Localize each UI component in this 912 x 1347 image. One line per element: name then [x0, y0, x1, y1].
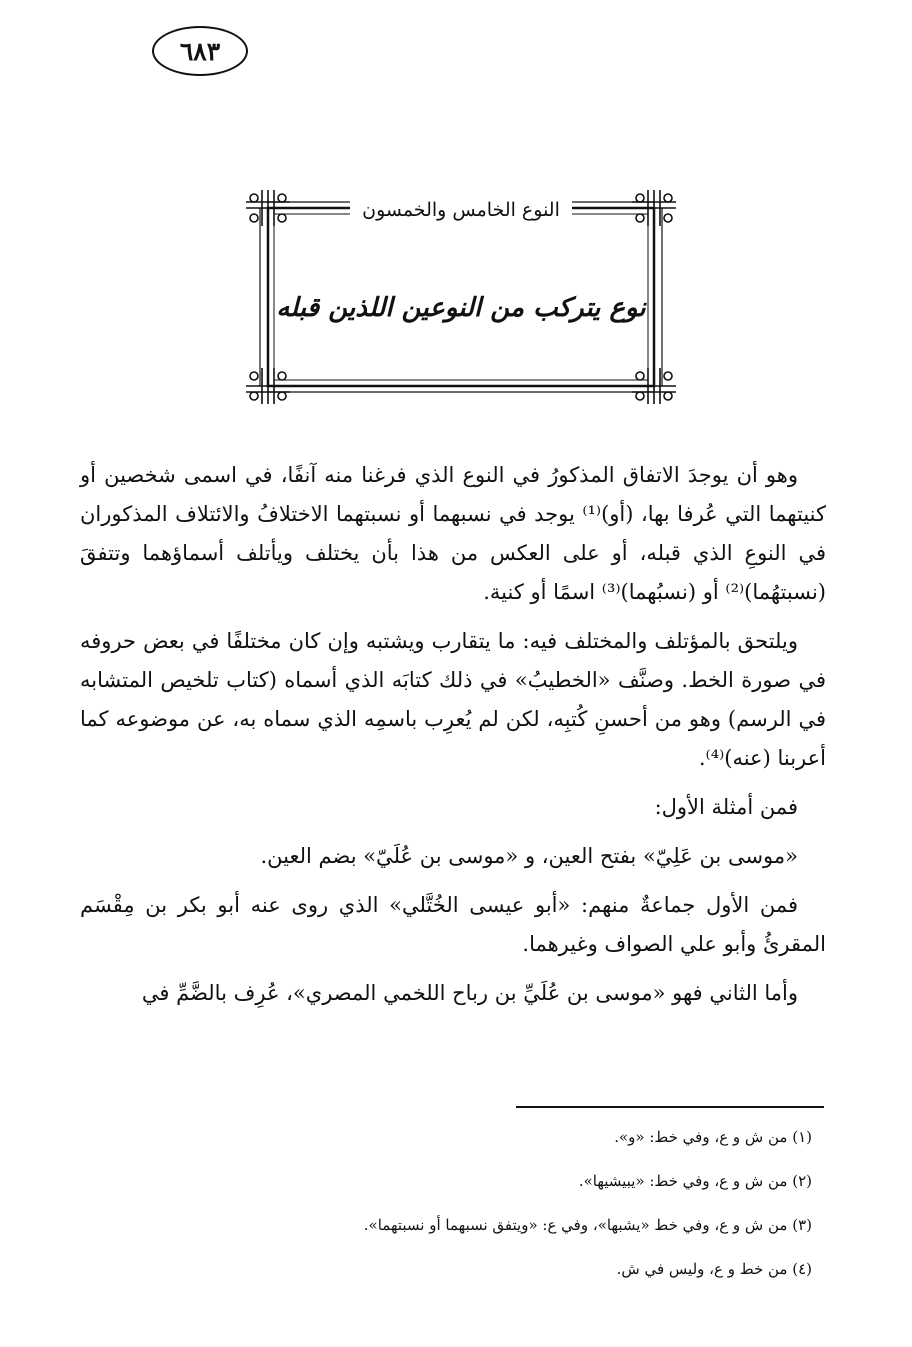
- footnote: (٢) من ش و ع، وفي خط: «يبيشيها».: [578, 1172, 812, 1190]
- footnote: (٣) من ش و ع، وفي خط «يشبها»، وفي ع: «ويتفق نسبهما أو نسبتهما».: [363, 1216, 812, 1234]
- chapter-title-frame: [242, 190, 680, 404]
- main-text: [80, 456, 826, 1023]
- paragraph: وهو أن يوجدَ الاتفاق المذكورُ في النوع الذي فرغنا منه آنفًا، في اسمى شخصين أو كنيتهما التي عُرفا بها، (أو)⁽¹⁾ يوجد في نسبهما أو نسبتهما الاختلافُ والائتلاف المذكوران في النوعِ الذي قبله، أو على العكس من هذا بأن يختلف ويأتلف أسماؤهما وتتفقَ (نسبتهُما)⁽²⁾ أو (نسبُهما)⁽³⁾ اسمًا أو كنية.: [80, 463, 826, 604]
- chapter-label-text: النوع الخامس والخمسون: [350, 199, 572, 221]
- footnote-divider: [516, 1106, 824, 1108]
- paragraph: «موسى بن عَلِيّ» بفتح العين، و «موسى بن عُلَيّ» بضم العين.: [260, 844, 798, 868]
- paragraph: فمن الأول جماعةٌ منهم: «أبو عيسى الخُتَّلي» الذي روى عنه أبو بكر بن مِقْسَم المقرئُ وأبو علي الصواف وغيرهما.: [80, 893, 826, 956]
- paragraph: فمن أمثلة الأول:: [654, 795, 798, 819]
- footnote: (١) من ش و ع، وفي خط: «و».: [614, 1128, 812, 1146]
- chapter-title: نوع يتركب من النوعين اللذين قبله: [276, 293, 646, 323]
- paragraph: ويلتحق بالمؤتلف والمختلف فيه: ما يتقارب ويشتبه وإن كان مختلفًا في بعض حروفه في صورة الخط. وصنَّف «الخطيبُ» في ذلك كتابَه الذي أسماه (كتاب تلخيص المتشابه في الرسم) وهو من أحسنِ كُتبِه، لكن لم يُعرِب باسمِه الذي سماه به، عن موضوعه كما أعربنا (عنه)⁽⁴⁾.: [80, 629, 826, 770]
- footnote: (٤) من خط و ع، وليس في ش.: [616, 1260, 812, 1278]
- footnotes: [80, 1128, 826, 1304]
- page-number: [152, 26, 248, 76]
- paragraph: وأما الثاني فهو «موسى بن عُلَيِّ بن رباح اللخمي المصري»، عُرِف بالضَّمِّ في: [141, 981, 798, 1005]
- chapter-label: [242, 198, 680, 222]
- page-number-text: ٦٨٣: [179, 36, 221, 66]
